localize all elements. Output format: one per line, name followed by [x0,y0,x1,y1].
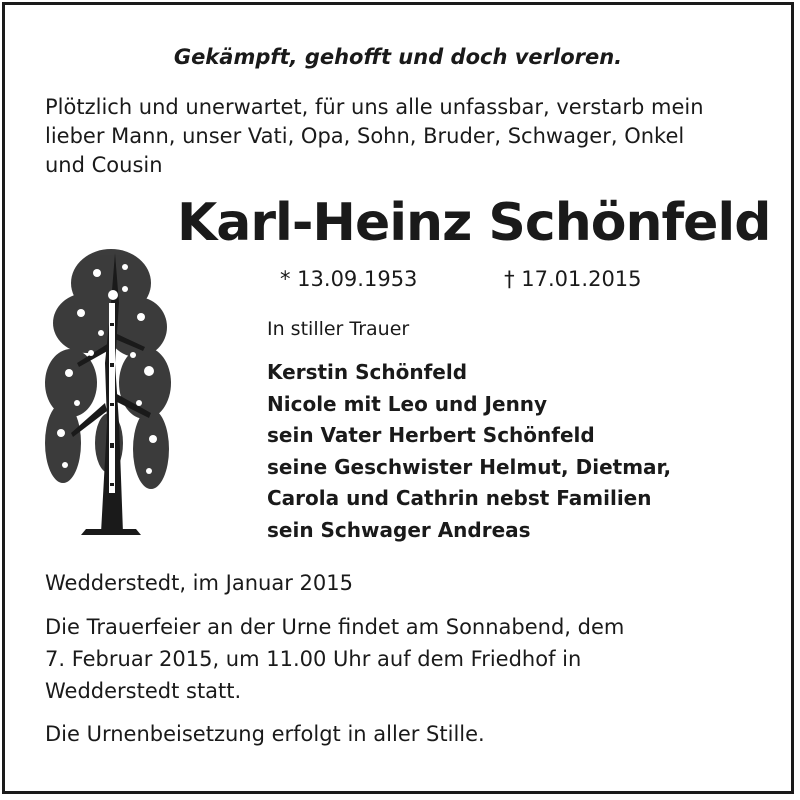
mourner-line: Nicole mit Leo und Jenny [267,391,548,416]
urn-note: Die Urnenbeisetzung erfolgt in aller Stille. [45,722,485,746]
birth-date: * 13.09.1953 [280,267,418,291]
intro-line: lieber Mann, unser Vati, Opa, Sohn, Bruder, Schwager, Onkel [45,124,685,148]
intro-text [45,93,785,180]
funeral-line: Die Trauerfeier an der Urne findet am Sonnabend, dem [45,615,625,639]
mourner-line: sein Schwager Andreas [267,517,531,542]
mourner-line: Kerstin Schönfeld [267,360,468,384]
obituary-notice [2,2,794,794]
life-dates [280,267,642,291]
mourners-list [267,357,671,546]
funeral-line: 7. Februar 2015, um 11.00 Uhr auf dem Friedhof in [45,647,582,671]
mourner-line: seine Geschwister Helmut, Dietmar, [267,454,672,479]
deceased-name: Karl-Heinz Schönfeld [177,193,771,253]
motto: Gekämpft, gehofft und doch verloren. [173,45,623,69]
intro-line: und Cousin [45,153,163,177]
place-date: Wedderstedt, im Januar 2015 [45,571,353,595]
mourning-label: In stiller Trauer [267,318,410,340]
funeral-info [45,611,705,707]
birch-tree-icon [41,243,173,535]
funeral-line: Wedderstedt statt. [45,679,242,703]
intro-line: Plötzlich und unerwartet, für uns alle unfassbar, verstarb mein [45,95,704,119]
death-date: † 17.01.2015 [504,267,642,291]
mourner-line: sein Vater Herbert Schönfeld [267,423,595,447]
mourner-line: Carola und Cathrin nebst Familien [267,486,652,510]
